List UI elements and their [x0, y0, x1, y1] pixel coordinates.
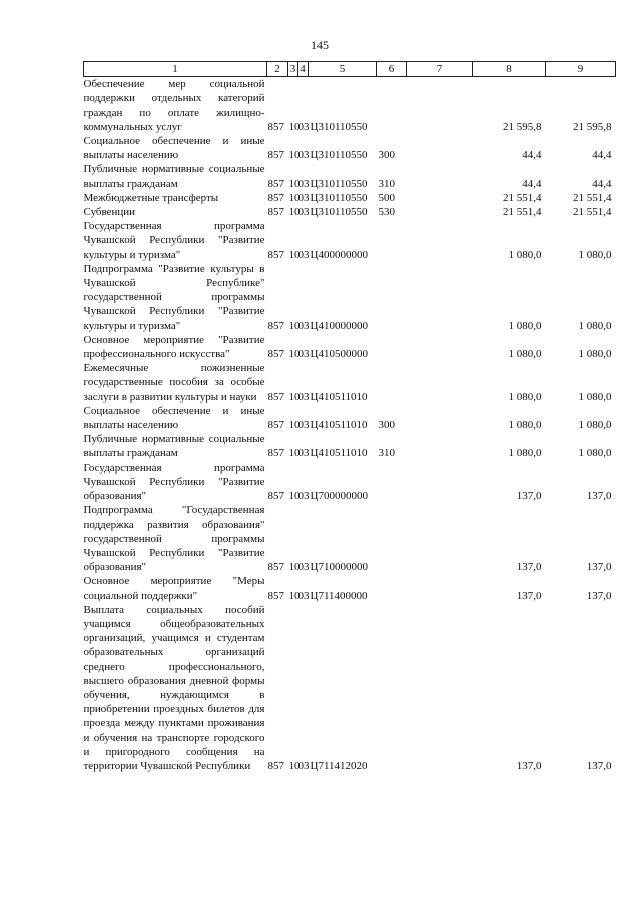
table-row [84, 205, 616, 219]
amount-col-9: 137,0 [586, 561, 612, 574]
budget-table [83, 61, 616, 773]
section-code: 10 [288, 390, 300, 403]
row-name: Выплата социальных пособий учащимся общеобразовательных организаций, учащимся и студентам образовательных организаций среднего профессионального, высшего образования дневной формы обучения, нуждающимся в приобретении проездных билетов для проезда между пунктами проживания и обучения на транспорте городского и пригородного сообщения на территории Чувашской Республики [83, 603, 265, 772]
chapter-code: 857 [267, 120, 284, 133]
chapter-code: 857 [267, 177, 284, 190]
table-row [84, 461, 616, 504]
subsection-code: 03 [298, 589, 310, 602]
amount-col-9: 1 080,0 [578, 447, 612, 460]
amount-col-9: 1 080,0 [578, 419, 612, 432]
amount-col-9: 44,4 [592, 149, 612, 162]
expense-type-code [377, 574, 407, 602]
row-name: Социальное обеспечение и иные выплаты населению [83, 135, 265, 162]
amount-col-8: 1 080,0 [508, 319, 542, 332]
column-7 [407, 205, 473, 219]
row-name: Публичные нормативные социальные выплаты гражданам [83, 163, 265, 190]
row-name: Подпрограмма "Развитие культуры в Чувашской Республике" государственной программы Чувашской Республики "Развитие культуры и туризма" [83, 262, 265, 332]
amount-col-9: 137,0 [586, 589, 612, 602]
target-article-code: Ц711400000 [310, 589, 368, 602]
amount-col-9: 44,4 [592, 177, 612, 190]
column-7 [407, 333, 473, 361]
header-cell-6: 6 [377, 62, 407, 77]
column-7 [407, 77, 473, 134]
subsection-code: 03 [298, 348, 310, 361]
section-code: 10 [288, 149, 300, 162]
header-cell-1: 1 [84, 62, 267, 77]
subsection-code: 03 [298, 447, 310, 460]
header-cell-3: 3 [288, 62, 298, 77]
chapter-code: 857 [267, 248, 284, 261]
section-code: 10 [288, 191, 300, 204]
table-row [84, 191, 616, 205]
row-name: Обеспечение мер социальной поддержки отдельных категорий граждан по оплате жилищно-коммунальных услуг [83, 78, 265, 133]
target-article-code: Ц310110550 [310, 177, 368, 190]
expense-type-code [377, 503, 407, 574]
section-code: 10 [288, 206, 300, 219]
row-name: Подпрограмма "Государственная поддержка развития образования" государственной программы Чувашской Республики "Развитие образования" [83, 504, 265, 574]
amount-col-8: 44,4 [522, 149, 542, 162]
chapter-code: 857 [267, 206, 284, 219]
expense-type-code: 500 [378, 191, 395, 204]
chapter-code: 857 [267, 561, 284, 574]
column-7 [407, 262, 473, 333]
header-cell-7: 7 [407, 62, 473, 77]
target-article-code: Ц310110550 [310, 191, 368, 204]
chapter-code: 857 [267, 390, 284, 403]
column-7 [407, 461, 473, 504]
amount-col-8: 1 080,0 [508, 447, 542, 460]
section-code: 10 [288, 759, 300, 772]
amount-col-8: 137,0 [516, 759, 542, 772]
subsection-code: 03 [298, 206, 310, 219]
table-row [84, 333, 616, 361]
target-article-code: Ц410511010 [310, 390, 368, 403]
row-name: Публичные нормативные социальные выплаты гражданам [83, 433, 265, 460]
table-row [84, 262, 616, 333]
table-row [84, 361, 616, 404]
amount-col-9: 21 595,8 [573, 120, 612, 133]
expense-type-code: 310 [378, 447, 395, 460]
target-article-code: Ц410000000 [310, 319, 368, 332]
expense-type-code [377, 333, 407, 361]
table-row [84, 603, 616, 773]
table-row [84, 134, 616, 162]
header-cell-8: 8 [473, 62, 546, 77]
amount-col-9: 1 080,0 [578, 319, 612, 332]
page-number: 145 [311, 38, 329, 52]
amount-col-8: 1 080,0 [508, 390, 542, 403]
amount-col-9: 137,0 [586, 490, 612, 503]
target-article-code: Ц710000000 [310, 561, 368, 574]
chapter-code: 857 [267, 589, 284, 602]
expense-type-code [377, 461, 407, 504]
target-article-code: Ц410511010 [310, 419, 368, 432]
expense-type-code: 300 [378, 419, 395, 432]
section-code: 10 [288, 177, 300, 190]
subsection-code: 03 [298, 419, 310, 432]
target-article-code: Ц310110550 [310, 120, 368, 133]
chapter-code: 857 [267, 447, 284, 460]
chapter-code: 857 [267, 419, 284, 432]
amount-col-8: 21 551,4 [503, 191, 542, 204]
amount-col-9: 1 080,0 [578, 248, 612, 261]
column-7 [407, 134, 473, 162]
expense-type-code: 300 [378, 149, 395, 162]
subsection-code: 03 [298, 759, 310, 772]
section-code: 10 [288, 589, 300, 602]
target-article-code: Ц711412020 [310, 759, 368, 772]
section-code: 10 [288, 447, 300, 460]
table-row [84, 162, 616, 190]
target-article-code: Ц410500000 [310, 348, 368, 361]
target-article-code: Ц310110550 [310, 206, 368, 219]
row-name: Ежемесячные пожизненные государственные пособия за особые заслуги в развитии культуры и науки [83, 362, 265, 403]
column-7 [407, 432, 473, 460]
header-cell-5: 5 [309, 62, 377, 77]
expense-type-code [377, 77, 407, 134]
subsection-code: 03 [298, 120, 310, 133]
section-code: 10 [288, 319, 300, 332]
subsection-code: 03 [298, 390, 310, 403]
section-code: 10 [288, 561, 300, 574]
amount-col-8: 21 551,4 [503, 206, 542, 219]
column-7 [407, 361, 473, 404]
chapter-code: 857 [267, 319, 284, 332]
amount-col-8: 1 080,0 [508, 248, 542, 261]
amount-col-8: 44,4 [522, 177, 542, 190]
chapter-code: 857 [267, 759, 284, 772]
amount-col-9: 21 551,4 [573, 191, 612, 204]
amount-col-9: 21 551,4 [573, 206, 612, 219]
subsection-code: 03 [298, 248, 310, 261]
column-7 [407, 574, 473, 602]
expense-type-code [377, 262, 407, 333]
section-code: 10 [288, 419, 300, 432]
target-article-code: Ц310110550 [310, 149, 368, 162]
header-cell-2: 2 [267, 62, 288, 77]
header-cell-9: 9 [546, 62, 616, 77]
amount-col-8: 1 080,0 [508, 348, 542, 361]
column-7 [407, 503, 473, 574]
row-name: Основное мероприятие "Меры социальной поддержки" [83, 575, 265, 602]
row-name: Основное мероприятие "Развитие профессионального искусства" [83, 333, 265, 361]
expense-type-code [377, 361, 407, 404]
section-code: 10 [288, 248, 300, 261]
column-7 [407, 603, 473, 773]
row-name: Государственная программа Чувашской Республики "Развитие образования" [83, 461, 265, 503]
table-row [84, 574, 616, 602]
subsection-code: 03 [298, 561, 310, 574]
column-7 [407, 219, 473, 262]
amount-col-8: 21 595,8 [503, 120, 542, 133]
table-row [84, 432, 616, 460]
subsection-code: 03 [298, 177, 310, 190]
subsection-code: 03 [298, 319, 310, 332]
expense-type-code [377, 219, 407, 262]
column-7 [407, 404, 473, 432]
amount-col-8: 137,0 [516, 561, 542, 574]
amount-col-8: 137,0 [516, 589, 542, 602]
header-cell-4: 4 [298, 62, 309, 77]
table-row [84, 219, 616, 262]
chapter-code: 857 [267, 191, 284, 204]
section-code: 10 [288, 348, 300, 361]
amount-col-9: 1 080,0 [578, 348, 612, 361]
column-7 [407, 191, 473, 205]
table-row [84, 404, 616, 432]
section-code: 10 [288, 120, 300, 133]
expense-type-code: 310 [378, 177, 395, 190]
subsection-code: 03 [298, 191, 310, 204]
target-article-code: Ц410511010 [310, 447, 368, 460]
table-row [84, 77, 616, 134]
expense-type-code [377, 603, 407, 773]
subsection-code: 03 [298, 149, 310, 162]
target-article-code: Ц400000000 [310, 248, 368, 261]
amount-col-8: 1 080,0 [508, 419, 542, 432]
chapter-code: 857 [267, 348, 284, 361]
row-name: Межбюджетные трансферты [83, 191, 219, 204]
row-name: Государственная программа Чувашской Республики "Развитие культуры и туризма" [83, 220, 265, 261]
subsection-code: 03 [298, 490, 310, 503]
column-7 [407, 162, 473, 190]
row-name: Социальное обеспечение и иные выплаты населению [83, 404, 265, 432]
chapter-code: 857 [267, 490, 284, 503]
amount-col-8: 137,0 [516, 490, 542, 503]
row-name: Субвенции [83, 206, 136, 219]
target-article-code: Ц700000000 [310, 490, 368, 503]
table-row [84, 503, 616, 574]
section-code: 10 [288, 490, 300, 503]
amount-col-9: 1 080,0 [578, 390, 612, 403]
amount-col-9: 137,0 [586, 759, 612, 772]
expense-type-code: 530 [378, 206, 395, 219]
chapter-code: 857 [267, 149, 284, 162]
header-row [84, 62, 616, 77]
